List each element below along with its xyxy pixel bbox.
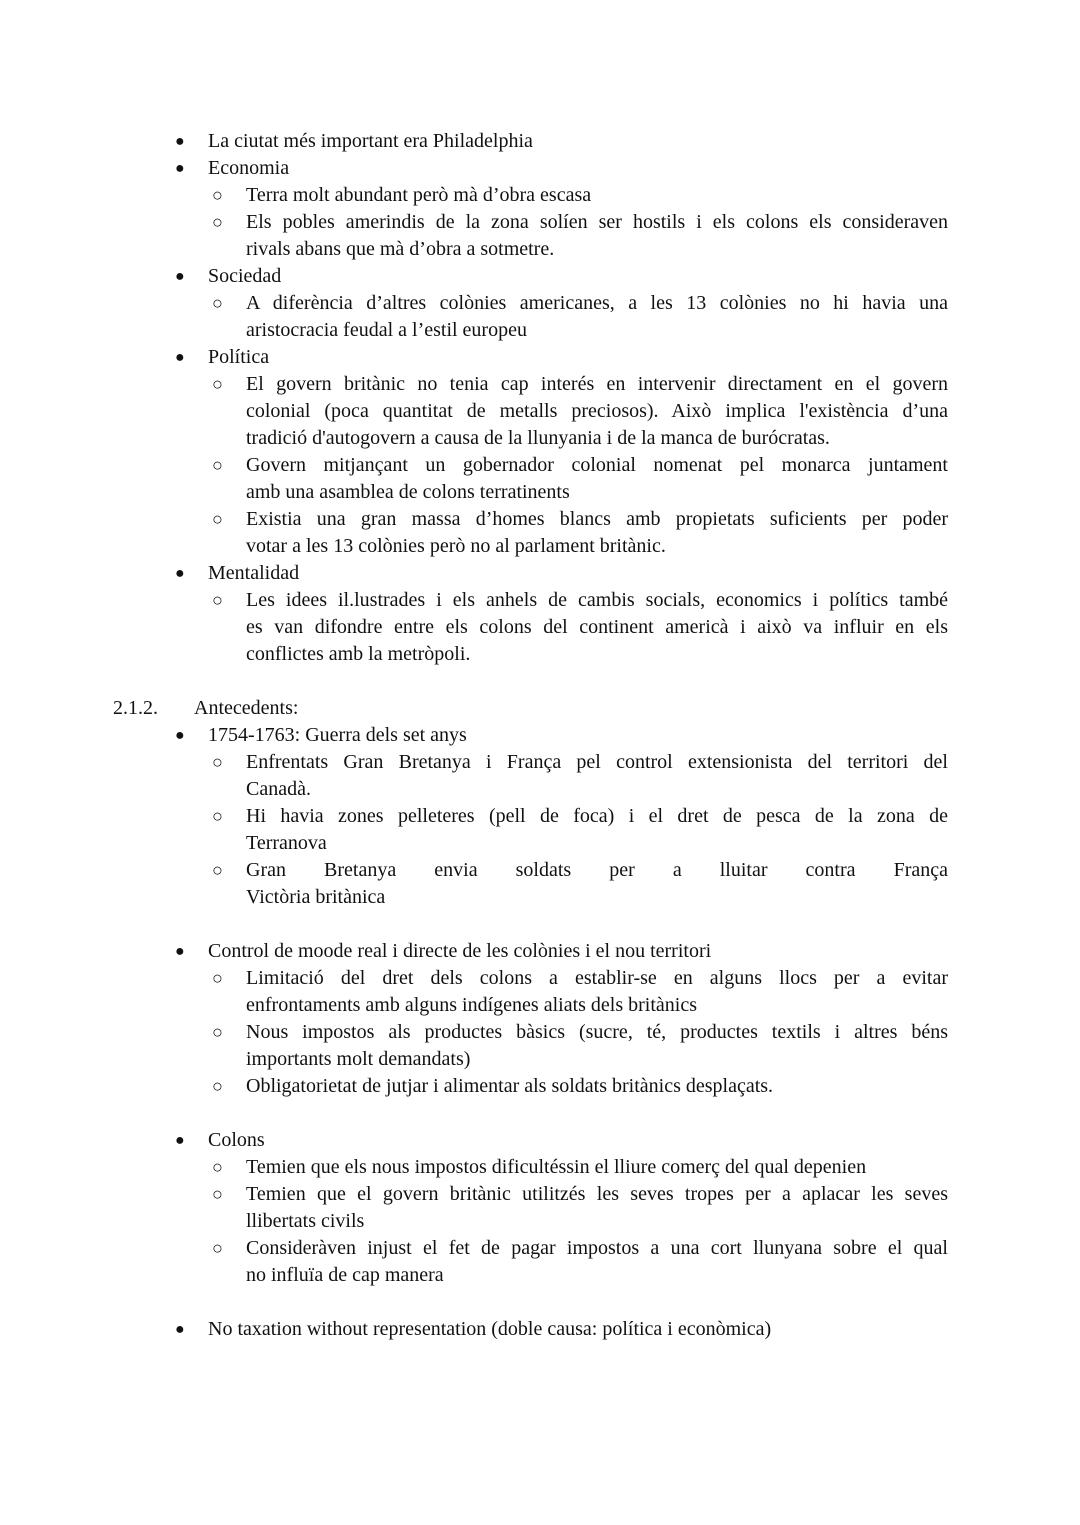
bullet-icon: ● bbox=[175, 727, 185, 744]
antecedents-item-2-sub-2-line-1 bbox=[0, 1262, 1080, 1289]
sub-bullet-text: Limitació del dret dels colons a establir-se en alguns llocs per a evitar bbox=[246, 967, 948, 989]
antecedents-item-1 bbox=[0, 938, 1080, 965]
antecedents-item-1-sub-0-line-0 bbox=[0, 965, 1080, 992]
bullet-text: Economia bbox=[208, 157, 290, 179]
context-item-4-sub-0-line-0 bbox=[0, 587, 1080, 614]
sub-bullet-text: amb una asamblea de colons terratinents bbox=[246, 481, 570, 503]
sub-bullet-text: colonial (poca quantitat de metalls preciosos). Això implica l'existència d’una bbox=[246, 400, 948, 422]
spacer bbox=[0, 911, 1080, 938]
sub-bullet-text: Govern mitjançant un gobernador colonial nomenat pel monarca juntament bbox=[246, 454, 948, 476]
sub-bullet-icon: ○ bbox=[212, 1076, 223, 1096]
antecedents-item-0-sub-1-line-1 bbox=[0, 830, 1080, 857]
context-item-1-sub-1-line-1 bbox=[0, 236, 1080, 263]
context-item-1-sub-1-line-0 bbox=[0, 209, 1080, 236]
sub-bullet-text: Els pobles amerindis de la zona solíen ser hostils i els colons els consideraven bbox=[246, 211, 948, 233]
context-item-3-sub-0-line-0 bbox=[0, 371, 1080, 398]
context-item-2 bbox=[0, 263, 1080, 290]
antecedents-item-0-sub-0-line-1 bbox=[0, 776, 1080, 803]
context-item-0 bbox=[0, 128, 1080, 155]
section-title: Antecedents: bbox=[194, 697, 299, 719]
context-item-1 bbox=[0, 155, 1080, 182]
sub-bullet-text: tradició d'autogovern a causa de la llunyania i de la manca de burócratas. bbox=[246, 427, 830, 449]
bullet-icon: ● bbox=[175, 943, 185, 960]
sub-bullet-text: llibertats civils bbox=[246, 1210, 365, 1232]
bullet-icon: ● bbox=[175, 268, 185, 285]
context-item-3-sub-0-line-2 bbox=[0, 425, 1080, 452]
context-item-2-sub-0-line-1 bbox=[0, 317, 1080, 344]
sub-bullet-text: Gran Bretanya envia soldats per a lluitar contra França bbox=[246, 859, 948, 881]
spacer bbox=[0, 1100, 1080, 1127]
sub-bullet-text: Temien que el govern britànic utilitzés les seves tropes per a aplacar les seves bbox=[246, 1183, 948, 1205]
antecedents-item-1-sub-1-line-0 bbox=[0, 1019, 1080, 1046]
bullet-icon: ● bbox=[175, 133, 185, 150]
context-item-3 bbox=[0, 344, 1080, 371]
antecedents-item-0-sub-2-line-0 bbox=[0, 857, 1080, 884]
sub-bullet-text: aristocracia feudal a l’estil europeu bbox=[246, 319, 527, 341]
sub-bullet-text: Terranova bbox=[246, 832, 327, 854]
antecedents-item-0-sub-2-line-1 bbox=[0, 884, 1080, 911]
bullet-text: Política bbox=[208, 346, 270, 368]
sub-bullet-icon: ○ bbox=[212, 293, 223, 313]
section-heading bbox=[0, 695, 1080, 722]
sub-bullet-icon: ○ bbox=[212, 374, 223, 394]
sub-bullet-icon: ○ bbox=[212, 590, 223, 610]
context-item-3-sub-2-line-0 bbox=[0, 506, 1080, 533]
antecedents-item-1-sub-1-line-1 bbox=[0, 1046, 1080, 1073]
context-item-2-sub-0-line-0 bbox=[0, 290, 1080, 317]
context-item-3-sub-0-line-1 bbox=[0, 398, 1080, 425]
sub-bullet-icon: ○ bbox=[212, 1238, 223, 1258]
bullet-text: Control de moode real i directe de les colònies i el nou territori bbox=[208, 940, 712, 962]
sub-bullet-text: Consideràven injust el fet de pagar impostos a una cort llunyana sobre el qual bbox=[246, 1237, 948, 1259]
sub-bullet-icon: ○ bbox=[212, 1022, 223, 1042]
sub-bullet-text: Existia una gran massa d’homes blancs amb propietats suficients per poder bbox=[246, 508, 948, 530]
bullet-text: Mentalidad bbox=[208, 562, 300, 584]
antecedents-item-0-sub-0-line-0 bbox=[0, 749, 1080, 776]
sub-bullet-text: importants molt demandats) bbox=[246, 1048, 471, 1070]
antecedents-item-2 bbox=[0, 1127, 1080, 1154]
antecedents-item-0-sub-1-line-0 bbox=[0, 803, 1080, 830]
sub-bullet-text: Nous impostos als productes bàsics (sucre, té, productes textils i altres béns bbox=[246, 1021, 948, 1043]
sub-bullet-text: Victòria britànica bbox=[246, 886, 386, 908]
sub-bullet-text: Les idees il.lustrades i els anhels de cambis socials, economics i polítics també bbox=[246, 589, 948, 611]
antecedents-item-3 bbox=[0, 1316, 1080, 1343]
context-item-4-sub-0-line-1 bbox=[0, 614, 1080, 641]
antecedents-item-2-sub-0-line-0 bbox=[0, 1154, 1080, 1181]
context-item-3-sub-1-line-1 bbox=[0, 479, 1080, 506]
bullet-icon: ● bbox=[175, 565, 185, 582]
context-item-3-sub-1-line-0 bbox=[0, 452, 1080, 479]
sub-bullet-icon: ○ bbox=[212, 860, 223, 880]
document-page bbox=[0, 128, 1080, 1343]
bullet-text: Colons bbox=[208, 1129, 265, 1151]
sub-bullet-text: Canadà. bbox=[246, 778, 311, 800]
spacer bbox=[0, 1289, 1080, 1316]
sub-bullet-text: no influïa de cap manera bbox=[246, 1264, 444, 1286]
bullet-icon: ● bbox=[175, 349, 185, 366]
antecedents-item-2-sub-1-line-1 bbox=[0, 1208, 1080, 1235]
sub-bullet-text: rivals abans que mà d’obra a sotmetre. bbox=[246, 238, 555, 260]
sub-bullet-text: votar a les 13 colònies però no al parlament britànic. bbox=[246, 535, 666, 557]
bullet-text: Sociedad bbox=[208, 265, 282, 287]
antecedents-item-1-sub-0-line-1 bbox=[0, 992, 1080, 1019]
sub-bullet-text: A diferència d’altres colònies americanes, a les 13 colònies no hi havia una bbox=[246, 292, 948, 314]
sub-bullet-text: Obligatorietat de jutjar i alimentar als soldats britànics desplaçats. bbox=[246, 1075, 774, 1097]
sub-bullet-text: Terra molt abundant però mà d’obra escasa bbox=[246, 184, 592, 206]
context-item-4 bbox=[0, 560, 1080, 587]
sub-bullet-text: Hi havia zones pelleteres (pell de foca) i el dret de pesca de la zona de bbox=[246, 805, 948, 827]
sub-bullet-icon: ○ bbox=[212, 806, 223, 826]
sub-bullet-icon: ○ bbox=[212, 509, 223, 529]
sub-bullet-text: conflictes amb la metròpoli. bbox=[246, 643, 471, 665]
sub-bullet-icon: ○ bbox=[212, 212, 223, 232]
sub-bullet-text: enfrontaments amb alguns indígenes aliats dels britànics bbox=[246, 994, 697, 1016]
sub-bullet-text: El govern britànic no tenia cap interés en intervenir directament en el govern bbox=[246, 373, 948, 395]
sub-bullet-text: es van difondre entre els colons del continent americà i això va influir en els bbox=[246, 616, 948, 638]
sub-bullet-icon: ○ bbox=[212, 455, 223, 475]
bullet-text: La ciutat més important era Philadelphia bbox=[208, 130, 533, 152]
sub-bullet-icon: ○ bbox=[212, 1157, 223, 1177]
bullet-text: 1754-1763: Guerra dels set anys bbox=[208, 724, 467, 746]
bullet-icon: ● bbox=[175, 160, 185, 177]
section-number: 2.1.2. bbox=[113, 697, 158, 719]
antecedents-item-1-sub-2-line-0 bbox=[0, 1073, 1080, 1100]
sub-bullet-icon: ○ bbox=[212, 185, 223, 205]
antecedents-item-2-sub-1-line-0 bbox=[0, 1181, 1080, 1208]
bullet-icon: ● bbox=[175, 1321, 185, 1338]
context-item-3-sub-2-line-1 bbox=[0, 533, 1080, 560]
sub-bullet-text: Temien que els nous impostos dificultéssin el lliure comerç del qual depenien bbox=[246, 1156, 867, 1178]
context-item-1-sub-0-line-0 bbox=[0, 182, 1080, 209]
bullet-icon: ● bbox=[175, 1132, 185, 1149]
antecedents-item-0 bbox=[0, 722, 1080, 749]
sub-bullet-icon: ○ bbox=[212, 968, 223, 988]
spacer bbox=[0, 668, 1080, 695]
antecedents-item-2-sub-2-line-0 bbox=[0, 1235, 1080, 1262]
context-item-4-sub-0-line-2 bbox=[0, 641, 1080, 668]
sub-bullet-icon: ○ bbox=[212, 752, 223, 772]
sub-bullet-icon: ○ bbox=[212, 1184, 223, 1204]
bullet-text: No taxation without representation (doble causa: política i econòmica) bbox=[208, 1318, 772, 1340]
sub-bullet-text: Enfrentats Gran Bretanya i França pel control extensionista del territori del bbox=[246, 751, 948, 773]
